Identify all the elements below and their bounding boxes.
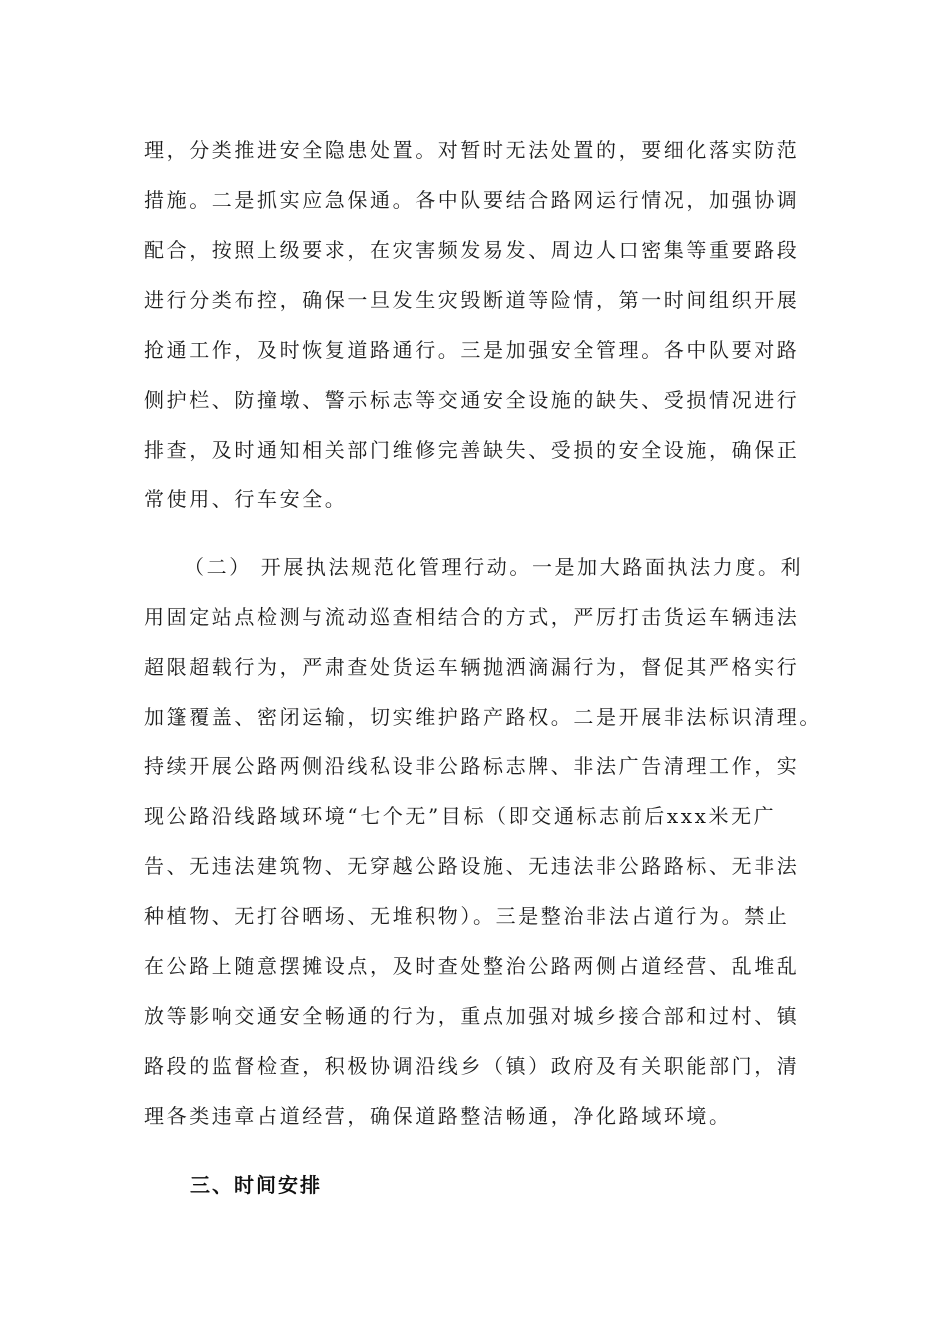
- paragraph-2-line-10: 放等影响交通安全畅通的行为，重点加强对城乡接合部和过村、镇: [144, 1004, 800, 1028]
- paragraph-1-line-6: 侧护栏、防撞墩、警示标志等交通安全设施的缺失、受损情况进行: [144, 388, 800, 412]
- paragraph-2-line-4: 加篷覆盖、密闭运输，切实维护路产路权。二是开展非法标识清理。: [144, 705, 822, 729]
- paragraph-1-line-5: 抢通工作，及时恢复道路通行。三是加强安全管理。各中队要对路: [144, 338, 800, 362]
- paragraph-2-line-1: （二） 开展执法规范化管理行动。一是加大路面执法力度。利: [184, 555, 804, 579]
- paragraph-2-line-12: 理各类违章占道经营，确保道路整洁畅通，净化路域环境。: [144, 1104, 732, 1128]
- paragraph-2-line-8: 种植物、无打谷晒场、无堆积物）。三是整治非法占道行为。禁止: [144, 904, 790, 928]
- paragraph-1-line-7: 排查，及时通知相关部门维修完善缺失、受损的安全设施，确保正: [144, 438, 800, 462]
- paragraph-2-line-5: 持续开展公路两侧沿线私设非公路标志牌、非法广告清理工作，实: [144, 754, 800, 778]
- paragraph-1-line-1: 理，分类推进安全隐患处置。对暂时无法处置的，要细化落实防范: [144, 138, 800, 162]
- paragraph-2-line-11: 路段的监督检查，积极协调沿线乡（镇）政府及有关职能部门，清: [144, 1054, 800, 1078]
- paragraph-2-line-3: 超限超载行为，严肃查处货运车辆抛洒滴漏行为，督促其严格实行: [144, 655, 800, 679]
- paragraph-1-line-3: 配合，按照上级要求，在灾害频发易发、周边人口密集等重要路段: [144, 238, 800, 262]
- paragraph-1-line-8: 常使用、行车安全。: [144, 487, 348, 511]
- section-heading: 三、时间安排: [190, 1173, 322, 1197]
- paragraph-2-line-9: 在公路上随意摆摊设点，及时查处整治公路两侧占道经营、乱堆乱: [144, 954, 800, 978]
- paragraph-2-line-6: 现公路沿线路域环境“七个无”目标（即交通标志前后xxx米无广: [144, 804, 777, 828]
- paragraph-1-line-2: 措施。二是抓实应急保通。各中队要结合路网运行情况，加强协调: [144, 188, 800, 212]
- paragraph-2-line-7: 告、无违法建筑物、无穿越公路设施、无违法非公路路标、无非法: [144, 854, 800, 878]
- paragraph-2-line-2: 用固定站点检测与流动巡查相结合的方式，严厉打击货运车辆违法: [144, 605, 800, 629]
- paragraph-1-line-4: 进行分类布控，确保一旦发生灾毁断道等险情，第一时间组织开展: [144, 288, 800, 312]
